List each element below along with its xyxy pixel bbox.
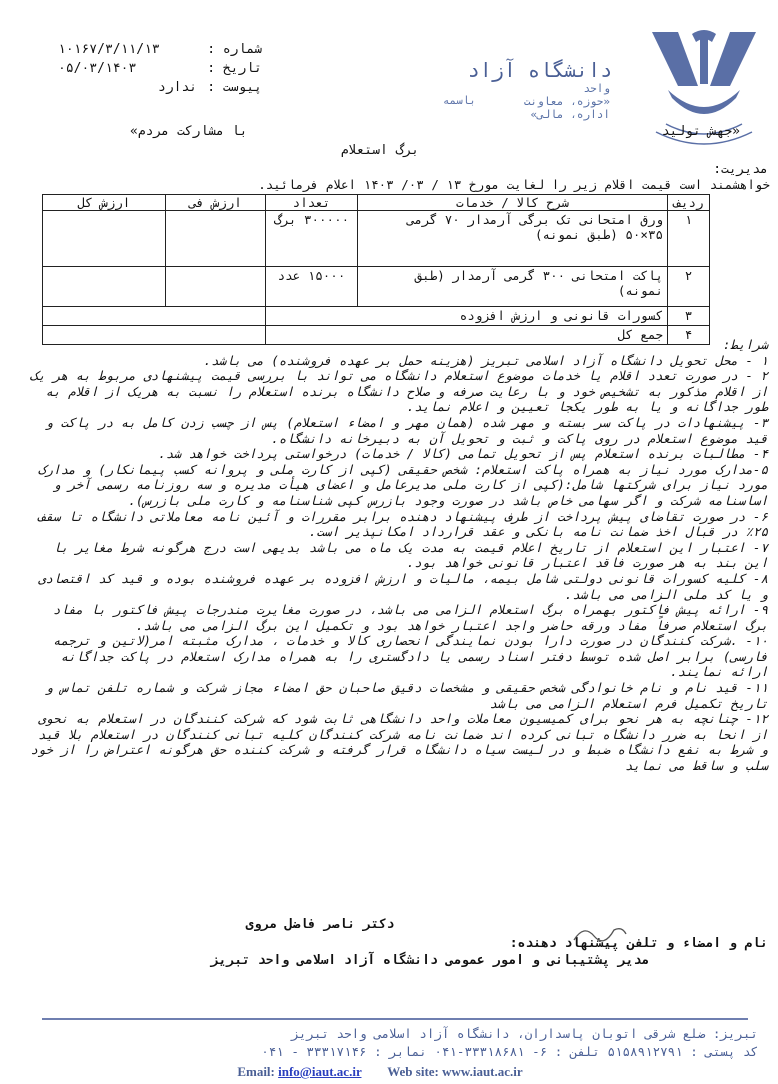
footer-address: تبریز: ضلع شرقی اتوبان پاسداران، دانشگاه آزاد اسلامی واحد تبریز (291, 1026, 758, 1041)
slogan-right: «جهش تولید (661, 124, 740, 139)
column-header: ردیف (668, 195, 710, 211)
letter-meta-values (58, 40, 198, 97)
row-total (43, 267, 166, 307)
signer-name: دکتر ناصر فاضل مروی (245, 917, 395, 932)
items-table (42, 194, 710, 345)
table-row (43, 267, 710, 307)
website-label: Web site: (387, 1064, 439, 1079)
number-value: ۱۰۱۶۷/۳/۱۱/۱۳ (58, 42, 160, 57)
condition-item: ۱۲- چنانچه به هر نحو برای کمیسیون معاملات واحد دانشگاهی ثابت شود که شرکت کنندگان در استعلام به نحوی از انحا به ضرر دانشگاه تبانی کرده اند ضمانت نامه شرکت کنندگان کلیه تبانی کنندگان در استعلام بلا قید و شرط به نفع دانشگاه ضبط و در لیست سیاه دانشگاه قرار گرفته و شرکت کننده حق هرگونه اعتراض را از خود سلب و ساقط می نماید (30, 711, 768, 774)
footer-contact (150, 1064, 610, 1080)
condition-item: ۴- مطالبات برنده استعلام پس از تحویل تمامی (کالا / خدمات) درخواستی پرداخت خواهد شد. (158, 446, 768, 462)
condition-item: ۱۱- قید نام و نام خانوادگی شخص حقیقی و مشخصات دقیق صاحبان حق امضاء مجاز شرکت و شماره تلفن تماس و تاریخ تکمیل فرم استعلام الزامی می باشد (45, 680, 768, 711)
slogan (130, 124, 740, 139)
number-label: شماره : (207, 42, 262, 57)
column-header: ارزش کل (43, 195, 166, 211)
condition-item: ۸- کلیه کسورات قانونی دولتی شامل بیمه، مالیات و ارزش افزوده بر عهده فروشنده بوده و قید کد اقتصادی و یا کد ملی الزامی می باشد. (38, 570, 768, 602)
conditions-title: شرایط: (722, 337, 768, 352)
condition-item: ۵-مدارک مورد نیاز به همراه پاکت استعلام: شخص حقیقی (کپی از کارت ملی و پروانه کسب پیمانکار) و مدارک مورد نیاز برای شرکتها شامل:(کپی از کارت ملی مدیرعامل و اعضای هیأت مدیره و سه روزنامه رسمی آخر و اساسنامه شرکت و اگر سهامی خاص باشد در صورت وجود بازرس کپی شناسنامه و کارت ملی بازرس). (38, 461, 768, 508)
date-label: تاریخ : (207, 61, 262, 76)
condition-item: ۶- در صورت تقاضای پیش پرداخت از طرف پیشنهاد دهنده برابر مقررات و آئین نامه معاملاتی دانشگاه تا سقف ۲۵٪ در قبال اخذ ضمانت نامه بانکی و عقد قرارداد امکانپذیر است. (38, 508, 768, 540)
row-description: ورق امتحانی تک برگی آرمدار ۷۰ گرمی ۳۵×۵۰ (طبق نمونه) (358, 211, 668, 267)
summary-value (43, 307, 266, 326)
condition-item: ۳- پیشنهادات در پاکت سر بسته و مهر شده (همان مهر و امضاء استعلام) پس از چسب زدن کامل به در پاکت و قید موضوع استعلام در روی پاکت و ثبت و تحویل آن به دبیرخانه دانشگاه. (45, 414, 768, 446)
university-name: دانشگاه آزاد (467, 58, 613, 82)
condition-item: ۷- اعتبار این استعلام از تاریخ اعلام قیمت به مدت یک ماه می باشد بدیهی است درج هرگونه شرط مغایر با این بند به هر صورت فاقد اعتبار قانونی خواهد بود. (53, 539, 768, 571)
addressee: مدیریت: (713, 162, 768, 177)
form-title: برگ استعلام (340, 143, 420, 158)
table-header-row (43, 195, 710, 211)
university-sub-line: واحد (583, 82, 610, 95)
summary-label: کسورات قانونی و ارزش افزوده (266, 307, 668, 326)
row-number: ۴ (668, 326, 710, 345)
attachment-label: پیوست : (207, 80, 262, 95)
table-summary-row (43, 307, 710, 326)
condition-item: ۱ - محل تحویل دانشگاه آزاد اسلامی تبریز (هزینه حمل بر عهده فروشنده) می باشد. (203, 352, 768, 368)
row-unit-price (166, 211, 266, 267)
intro-text: خواهشمند است قیمت اقلام زیر را لغایت مورخ ۱۳ / ۰۳/ ۱۴۰۳ اعلام فرمائید. (258, 177, 770, 192)
row-quantity: ۱۵۰۰۰ عدد (266, 267, 358, 307)
university-sub-line: اداره، مالی» (530, 108, 610, 121)
row-number: ۱ (668, 211, 710, 267)
email-link[interactable]: info@iaut.ac.ir (278, 1064, 362, 1079)
signer-role: مدیر پشتیبانی و امور عمومی دانشگاه آزاد اسلامی واحد تبریز (210, 953, 650, 968)
university-sub-line: «حوزه، معاونت (523, 95, 610, 108)
condition-item: ۹- ارائه پیش فاکتور بهمراه برگ استعلام الزامی می باشد، در صورت مغایرت مندرجات پیش فاکتور با مفاد برگ استعلام صرفاً مفاد ورقه حاضر واجد اعتبار خواهد بود و تکمیل این برگ الزامی می باشد. (53, 602, 768, 633)
footer-divider (42, 1018, 748, 1020)
attachment-value: ندارد (158, 80, 198, 95)
email-label: Email: (237, 1064, 275, 1079)
signature-label: نام و امضاء و تلفن پیشنهاد دهنده: (509, 936, 768, 951)
reply-stamp: باسمه (442, 94, 476, 107)
column-header: تعداد (266, 195, 358, 211)
condition-item: ۲ - در صورت تعدد اقلام یا خدمات موضوع استعلام دانشگاه می تواند با بررسی قیمت پیشنهادی مربوط به هر یک از اقلام مذکور به تشخیص خود و با رعایت صرفه و صلاح دانشگاه برنده استعلام را نسبت به هریک از اقلام به طور جداگانه و یا به طور یکجا تعیین و اعلام نماید. (30, 368, 768, 415)
row-number: ۲ (668, 267, 710, 307)
slogan-left: با مشارکت مردم» (130, 124, 248, 139)
summary-label: جمع کل (266, 326, 668, 345)
footer-phone: کد پستی : ۵۱۵۸۹۱۲۷۹۱ تلفن : ۶- ۳۳۳۱۸۶۸۱-۰۴۱ نمابر : ۳۳۳۱۷۱۴۶ - ۰۴۱ (261, 1044, 758, 1059)
condition-item: ۱۰- .شرکت کنندگان در صورت دارا بودن نمایندگی انحصاری کالا و خدمات ، مدارک مثبته امر(لاتین و ترجمه فارسی) برابر اصل شده توسط دفتر اسناد رسمی یا دادگستری را به همراه مدارک استعلام در پاکت جداگانه ارائه نمایند. (53, 633, 768, 680)
row-quantity: ۳۰۰۰۰۰ برگ (266, 211, 358, 267)
column-header: ارزش فی (166, 195, 266, 211)
row-total (43, 211, 166, 267)
conditions-section (26, 337, 768, 774)
table-row (43, 211, 710, 267)
column-header: شرح کالا / خدمات (358, 195, 668, 211)
university-subtitle (470, 82, 610, 121)
website-link[interactable]: www.iaut.ac.ir (442, 1064, 523, 1079)
row-number: ۳ (668, 307, 710, 326)
row-unit-price (166, 267, 266, 307)
row-description: پاکت امتحانی ۳۰۰ گرمی آرمدار (طبق نمونه) (358, 267, 668, 307)
date-value: ۰۵/۰۳/۱۴۰۳ (58, 61, 137, 76)
handwritten-signature (570, 918, 630, 948)
